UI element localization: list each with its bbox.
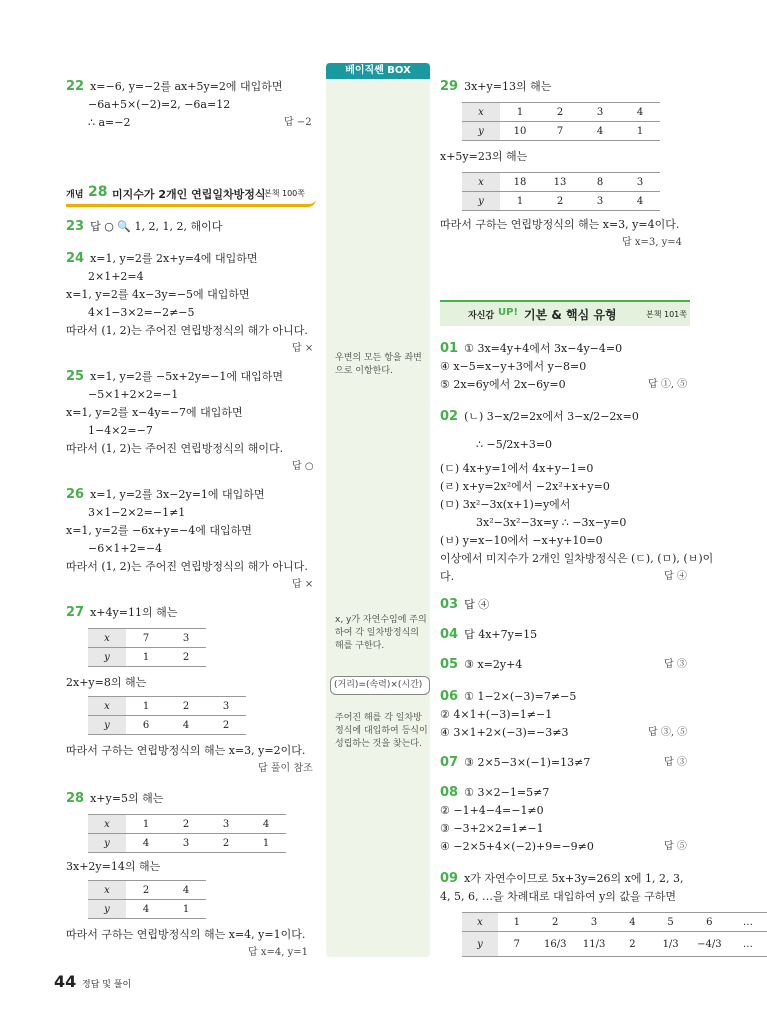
problem-number: 05 — [440, 657, 459, 672]
text: x+4y=11의 해는 — [90, 606, 178, 619]
section-number: 28 — [88, 184, 108, 200]
answer: 답 −2 — [284, 117, 312, 128]
solution-table: x 1 2 3 4 y 10 7 4 1 — [462, 102, 660, 141]
problem-number: 07 — [440, 755, 459, 770]
section-tag: 자신감 — [468, 311, 495, 321]
basic-box-column — [326, 63, 430, 957]
solution-table: x 1 2 3 4 y 4 3 2 1 — [88, 814, 286, 853]
answer: 답 ⑤ — [664, 841, 687, 852]
text: (ㄷ) 4x+y=1에서 4x+y−1=0 — [440, 462, 594, 475]
problem-number: 03 — [440, 597, 459, 612]
text: x=1, y=2를 −6x+y=−4에 대입하면 — [66, 524, 252, 537]
text: x=−6, y=−2를 ax+5y=2에 대입하면 — [90, 80, 283, 93]
cell: 18 — [500, 173, 540, 192]
text: ③ x=2y+4 — [464, 658, 523, 671]
cell: 2 — [540, 192, 580, 211]
cell: 4 — [580, 122, 620, 141]
problem-number: 26 — [66, 487, 85, 502]
text: (ㄴ) 3−x/2=2x에서 3−x/2−2x=0 — [464, 410, 639, 423]
problem-number: 27 — [66, 605, 85, 620]
section-28-header — [66, 184, 316, 207]
cell: 10 — [500, 122, 540, 141]
cell: 2 — [166, 815, 206, 834]
text: 이상에서 미지수가 2개인 일차방정식은 (ㄷ), (ㅁ), (ㅂ)이 — [440, 552, 714, 565]
footer-label: 정답 및 풀이 — [82, 980, 132, 990]
cell: 3 — [580, 103, 620, 122]
cell: 13 — [540, 173, 580, 192]
cell: −4/3 — [690, 932, 729, 957]
cell: 3 — [206, 815, 246, 834]
text: 따라서 (1, 2)는 주어진 연립방정식의 해이다. — [66, 442, 284, 455]
cell: 1 — [498, 913, 536, 932]
cell: 2 — [206, 834, 246, 853]
box-note: x, y가 자연수임에 주의하여 각 일차방정식의 해를 구한다. — [335, 615, 427, 651]
box-note: 우변의 모든 항을 좌변으로 이항한다. — [335, 353, 422, 376]
text: 1−4×2=−7 — [88, 424, 153, 437]
cell: 1 — [126, 697, 166, 716]
text: 2x+y=8의 해는 — [66, 676, 147, 689]
text: x+y=5의 해는 — [90, 792, 164, 805]
answer: 답 풀이 참조 — [258, 763, 313, 774]
text: 3x+y=13의 해는 — [464, 80, 552, 93]
text: ⑤ 2x=6y에서 2x−6y=0 — [440, 378, 566, 391]
cell: 4 — [126, 834, 166, 853]
problem-23 — [66, 220, 222, 234]
problem-number: 23 — [66, 219, 85, 234]
section-ref: 본책 100쪽 — [264, 189, 305, 198]
answer: 답 x=4, y=1 — [248, 947, 308, 958]
cell: 7 — [540, 122, 580, 141]
problem-number: 06 — [440, 689, 459, 704]
problem-number: 09 — [440, 871, 459, 886]
cell: … — [729, 932, 767, 957]
box-title: 베이직쎈 BOX — [326, 63, 430, 79]
text: 답 4x+7y=15 — [464, 628, 538, 641]
cell: 2 — [206, 716, 246, 735]
cell: 1 — [166, 900, 206, 919]
box-note: (거리)=(속력)×(시간) — [330, 676, 430, 695]
cell: 3 — [575, 913, 614, 932]
problem-number: 25 — [66, 369, 85, 384]
text: ∴ −5/2x+3=0 — [476, 438, 553, 451]
cell: 6 — [690, 913, 729, 932]
text: 4, 5, 6, …을 차례대로 대입하여 y의 값을 구하면 — [440, 890, 677, 903]
text: ④ −2×5+4×(−2)+9=−9≠0 — [440, 840, 594, 853]
section-up-label: UP! — [498, 307, 519, 318]
answer: 답 ③ — [664, 659, 687, 670]
cell: 2 — [166, 697, 206, 716]
problem-number: 22 — [66, 79, 85, 94]
text: 3x+2y=14의 해는 — [66, 860, 161, 873]
text: (ㅂ) y=x−10에서 −x+y+10=0 — [440, 534, 603, 547]
answer: 답 x=3, y=4 — [622, 237, 682, 248]
cell: 4 — [246, 815, 286, 834]
cell: 3 — [166, 834, 206, 853]
problem-03 — [440, 598, 489, 612]
solution-table: x 2 4 y 4 1 — [88, 880, 206, 919]
text: 따라서 구하는 연립방정식의 해는 x=3, y=4이다. — [440, 218, 680, 231]
problem-number: 24 — [66, 251, 85, 266]
text: x+5y=23의 해는 — [440, 150, 528, 163]
problem-04 — [440, 628, 537, 642]
problem-number: 28 — [66, 791, 85, 806]
section-up-header — [440, 300, 690, 326]
cell: 4 — [166, 881, 206, 900]
text: 따라서 구하는 연립방정식의 해는 x=3, y=2이다. — [66, 744, 306, 757]
cell: 1 — [620, 122, 660, 141]
text: x가 자연수이므로 5x+3y=26의 x에 1, 2, 3, — [464, 872, 684, 885]
answer: 답 ④ — [664, 571, 687, 582]
cell: 3 — [166, 629, 206, 648]
page-number: 44 — [54, 972, 77, 991]
section-tag: 개념 — [66, 190, 84, 200]
box-note: 주어진 해를 각 일차방정식에 대입하여 등식이 성립하는 것을 찾는다. — [335, 713, 428, 749]
cell: 1 — [126, 815, 166, 834]
problem-number: 04 — [440, 627, 459, 642]
text: 3×1−2×2=−1≠1 — [88, 506, 186, 519]
cell: 11/3 — [575, 932, 614, 957]
text: 따라서 (1, 2)는 주어진 연립방정식의 해가 아니다. — [66, 324, 308, 337]
cell: 2 — [126, 881, 166, 900]
cell: 4 — [620, 103, 660, 122]
text: −5×1+2×2=−1 — [88, 388, 179, 401]
cell: 6 — [126, 716, 166, 735]
text: x=1, y=2를 3x−2y=1에 대입하면 — [90, 488, 265, 501]
text: x=1, y=2를 4x−3y=−5에 대입하면 — [66, 288, 250, 301]
section-ref: 본책 101쪽 — [646, 310, 687, 319]
text: ② 4×1+(−3)=1≠−1 — [440, 708, 553, 721]
text: 4×1−3×2=−2≠−5 — [88, 306, 195, 319]
answer: 답 ③ — [664, 757, 687, 768]
text: −6a+5×(−2)=2, −6a=12 — [88, 98, 231, 111]
cell: 3 — [580, 192, 620, 211]
text: 답 ④ — [464, 598, 490, 611]
text: 2×1+2=4 — [88, 270, 144, 283]
cell: 2 — [540, 103, 580, 122]
text: ① 3×2−1=5≠7 — [464, 786, 550, 799]
text: (ㄹ) x+y=2x²에서 −2x²+x+y=0 — [440, 480, 610, 493]
cell: 1 — [500, 103, 540, 122]
text: (ㅁ) 3x²−3x(x+1)=y에서 — [440, 498, 571, 511]
text: −6×1+2=−4 — [88, 542, 163, 555]
cell: 2 — [536, 913, 575, 932]
cell: 5 — [651, 913, 689, 932]
text: x=1, y=2를 2x+y=4에 대입하면 — [90, 252, 258, 265]
cell: 3 — [620, 173, 660, 192]
cell: 1 — [500, 192, 540, 211]
section-title: 미지수가 2개인 연립일차방정식 — [112, 188, 266, 201]
text: 다. — [440, 570, 455, 583]
text: ④ x−5=x−y+3에서 y−8=0 — [440, 360, 587, 373]
answer: 답 ①, ⑤ — [648, 379, 688, 390]
cell: 4 — [166, 716, 206, 735]
problem-number: 02 — [440, 409, 459, 424]
solution-table: x 18 13 8 3 y 1 2 3 4 — [462, 172, 660, 211]
text: ③ −3+2×2=1≠−1 — [440, 822, 544, 835]
text: ② −1+4−4=−1≠0 — [440, 804, 544, 817]
cell: 1 — [246, 834, 286, 853]
text: x=1, y=2를 x−4y=−7에 대입하면 — [66, 406, 243, 419]
text: x=1, y=2를 −5x+2y=−1에 대입하면 — [90, 370, 283, 383]
cell: 8 — [580, 173, 620, 192]
cell: 3 — [206, 697, 246, 716]
text: ① 3x=4y+4에서 3x−4y−4=0 — [464, 342, 623, 355]
cell: 2 — [166, 648, 206, 667]
problem-number: 01 — [440, 341, 459, 356]
text: 답 ○ 🔍 1, 2, 1, 2, 해이다 — [90, 220, 223, 233]
text: 3x²−3x²−3x=y ∴ −3x−y=0 — [476, 516, 627, 529]
text: 따라서 구하는 연립방정식의 해는 x=4, y=1이다. — [66, 928, 306, 941]
cell: 16/3 — [536, 932, 575, 957]
cell: 7 — [126, 629, 166, 648]
section-title: 기본 & 핵심 유형 — [524, 308, 617, 322]
cell: 4 — [614, 913, 652, 932]
text: ④ 3×1+2×(−3)=−3≠3 — [440, 726, 569, 739]
solution-table: x 7 3 y 1 2 — [88, 628, 206, 667]
text: ∴ a=−2 — [88, 116, 131, 129]
cell: 4 — [620, 192, 660, 211]
problem-number: 29 — [440, 79, 459, 94]
cell: 2 — [614, 932, 652, 957]
answer: 답 × — [292, 579, 314, 590]
answer: 답 ③, ⑤ — [648, 727, 688, 738]
text: ③ 2×5−3×(−1)=13≠7 — [464, 756, 591, 769]
answer: 답 × — [292, 343, 314, 354]
cell: 4 — [126, 900, 166, 919]
text: ① 1−2×(−3)=7≠−5 — [464, 690, 577, 703]
cell: 7 — [498, 932, 536, 957]
answer: 답 ○ — [292, 461, 314, 472]
solution-table: x 1 2 3 4 5 6 … y 7 16/3 11/3 2 1/3 −4/3 … — [462, 912, 767, 957]
cell: 1 — [126, 648, 166, 667]
cell: 1/3 — [651, 932, 689, 957]
cell: … — [729, 913, 767, 932]
problem-number: 08 — [440, 785, 459, 800]
solution-table: x 1 2 3 y 6 4 2 — [88, 696, 246, 735]
text: 따라서 (1, 2)는 주어진 연립방정식의 해가 아니다. — [66, 560, 308, 573]
